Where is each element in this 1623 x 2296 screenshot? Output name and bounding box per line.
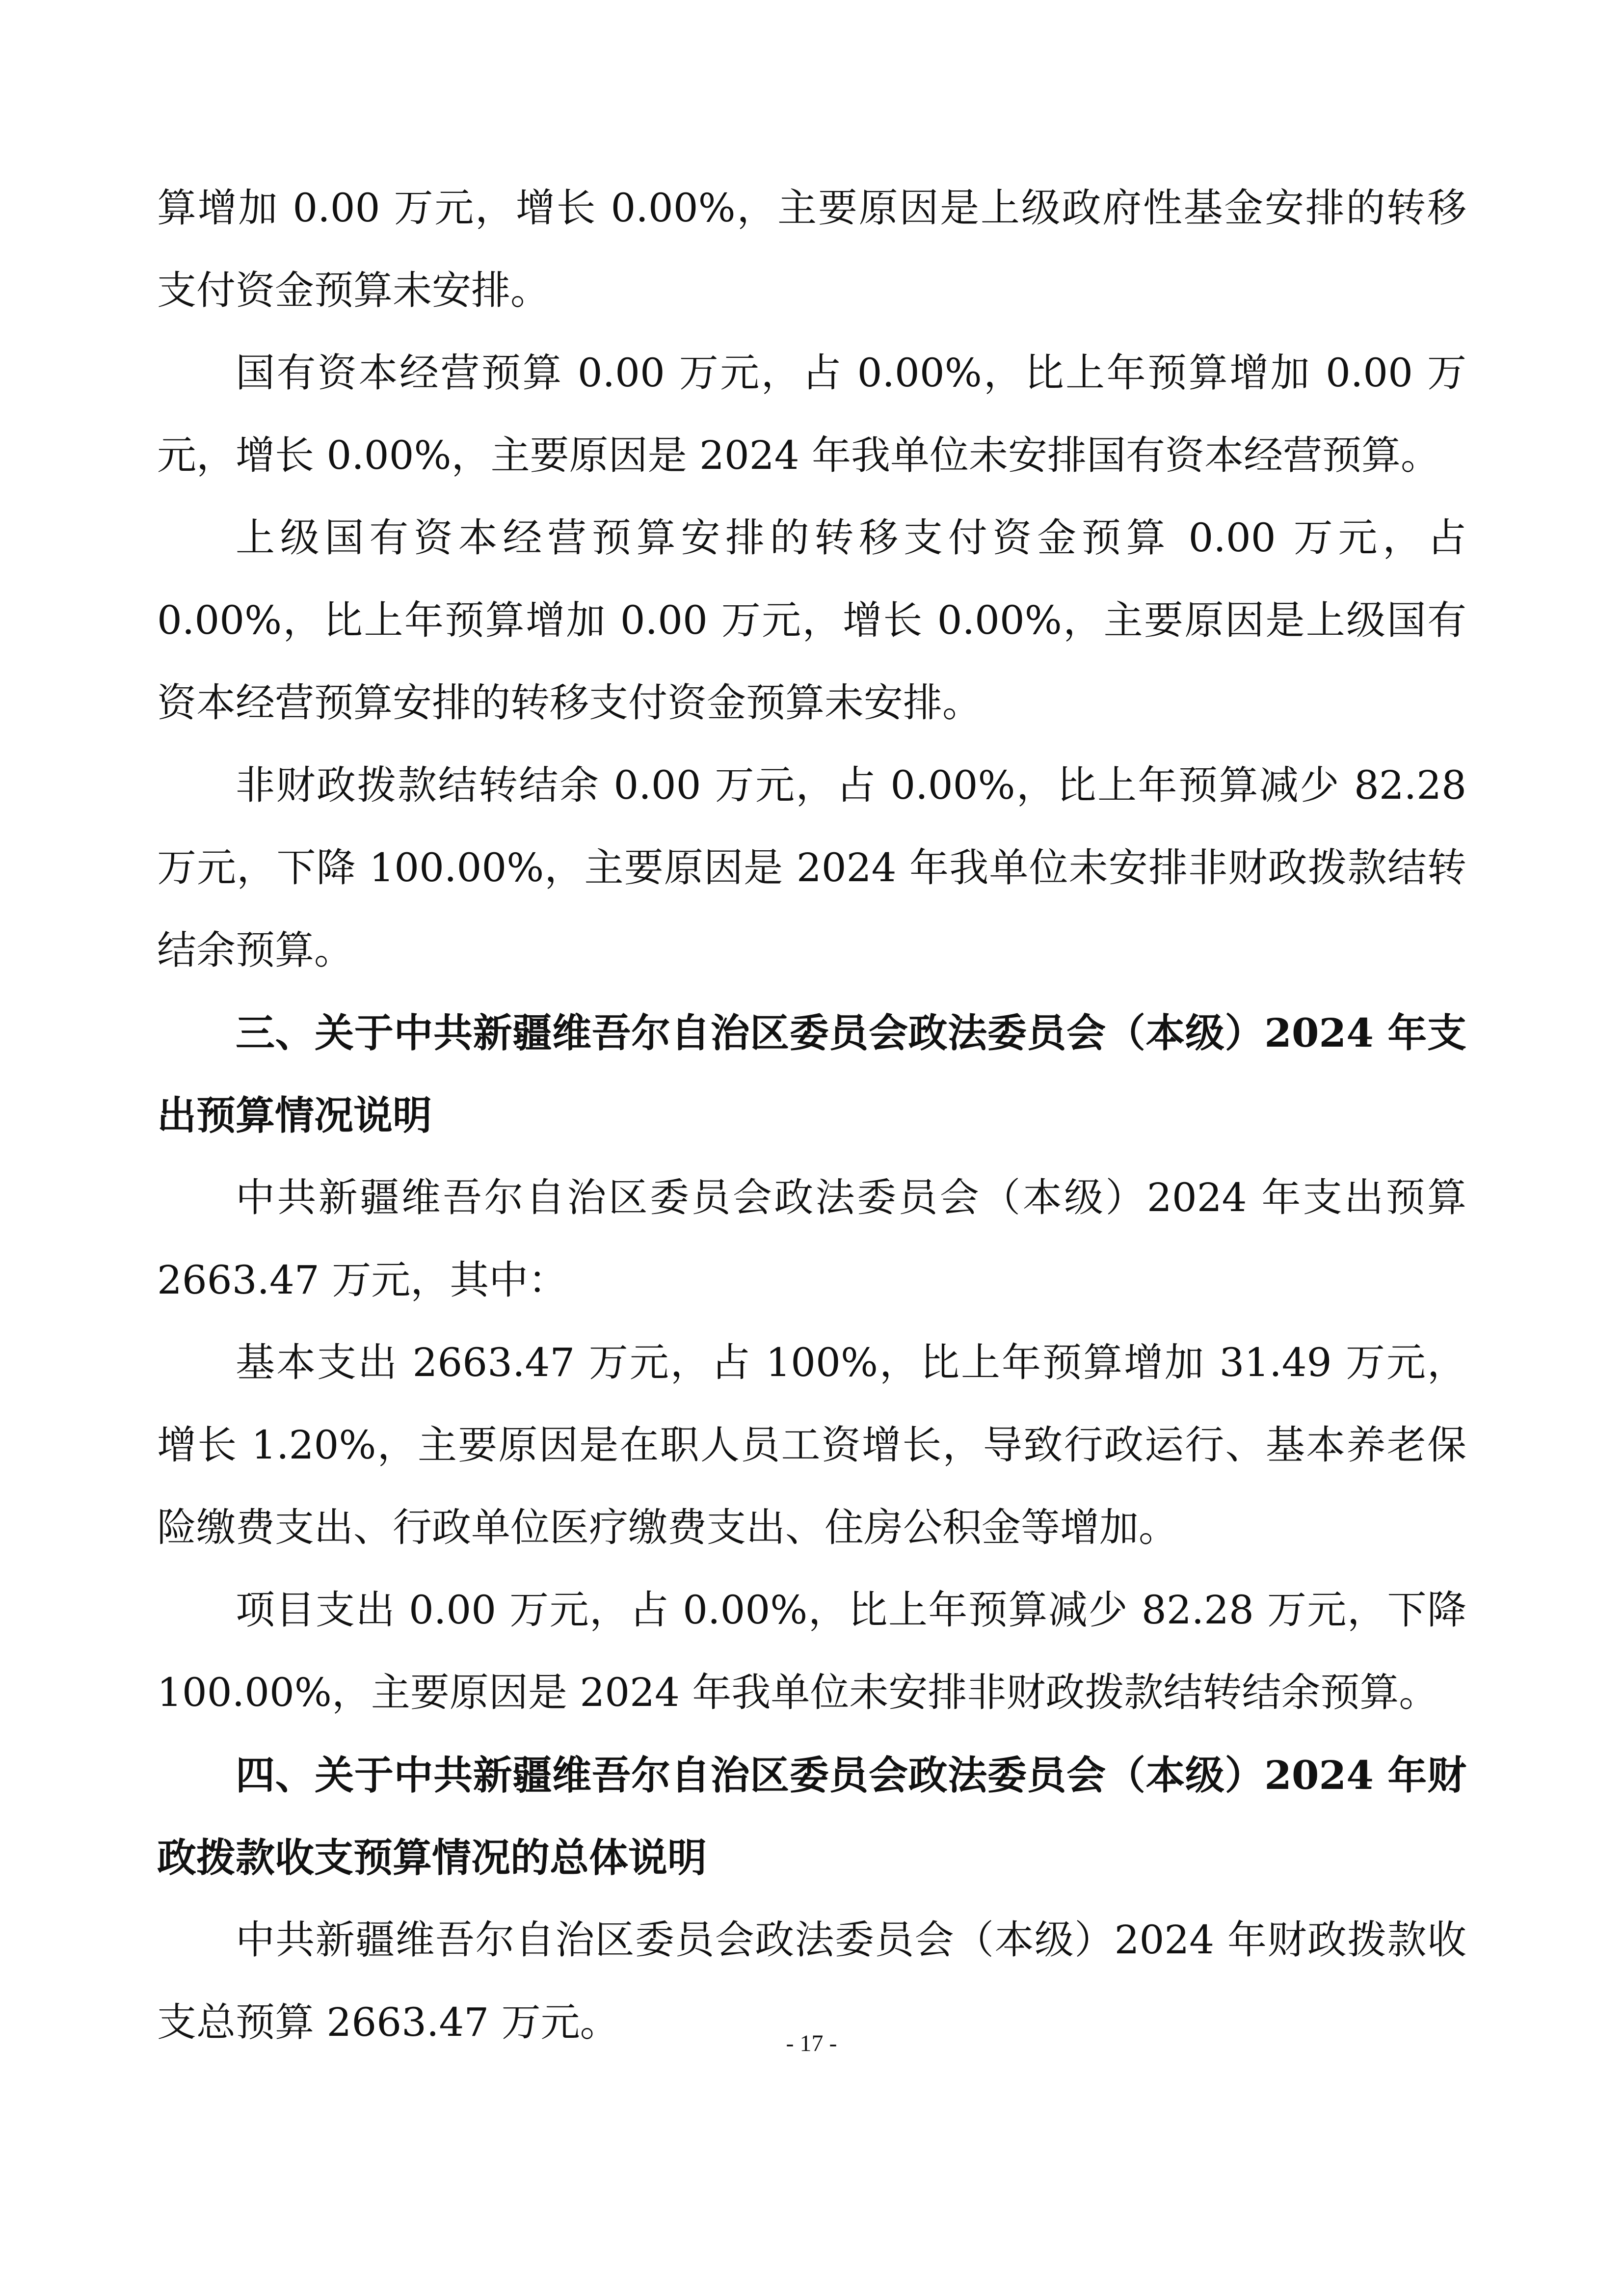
section-heading: 四、关于中共新疆维吾尔自治区委员会政法委员会（本级）2024 年财政拨款收支预算情况的总体说明 xyxy=(157,1752,1466,1881)
body-paragraph: 基本支出 2663.47 万元，占 100%，比上年预算增加 31.49 万元，增长 1.20%，主要原因是在职人员工资增长，导致行政运行、基本养老保险缴费支出、行政单位医疗缴费支出、住房公积金等增加。 xyxy=(157,1340,1466,1550)
body-paragraph: 上级国有资本经营预算安排的转移支付资金预算 0.00 万元，占 0.00%，比上年预算增加 0.00 万元，增长 0.00%，主要原因是上级国有资本经营预算安排的转移支付资金预算未安排。 xyxy=(157,515,1466,726)
body-paragraph: 算增加 0.00 万元，增长 0.00%，主要原因是上级政府性基金安排的转移支付资金预算未安排。 xyxy=(157,185,1466,313)
body-paragraph: 非财政拨款结转结余 0.00 万元，占 0.00%，比上年预算减少 82.28 万元，下降 100.00%，主要原因是 2024 年我单位未安排非财政拨款结转结余预算。 xyxy=(157,762,1466,973)
section-heading: 三、关于中共新疆维吾尔自治区委员会政法委员会（本级）2024 年支出预算情况说明 xyxy=(157,1010,1466,1138)
body-paragraph: 中共新疆维吾尔自治区委员会政法委员会（本级）2024 年财政拨款收支总预算 2663.47 万元。 xyxy=(157,1917,1466,2045)
page-number: - 17 - xyxy=(786,2030,837,2056)
page-body xyxy=(157,167,1466,2064)
body-paragraph: 国有资本经营预算 0.00 万元，占 0.00%，比上年预算增加 0.00 万元，增长 0.00%，主要原因是 2024 年我单位未安排国有资本经营预算。 xyxy=(157,350,1466,478)
body-paragraph: 中共新疆维吾尔自治区委员会政法委员会（本级）2024 年支出预算 2663.47 万元，其中： xyxy=(157,1175,1466,1303)
body-paragraph: 项目支出 0.00 万元，占 0.00%，比上年预算减少 82.28 万元，下降 100.00%，主要原因是 2024 年我单位未安排非财政拨款结转结余预算。 xyxy=(157,1587,1466,1715)
